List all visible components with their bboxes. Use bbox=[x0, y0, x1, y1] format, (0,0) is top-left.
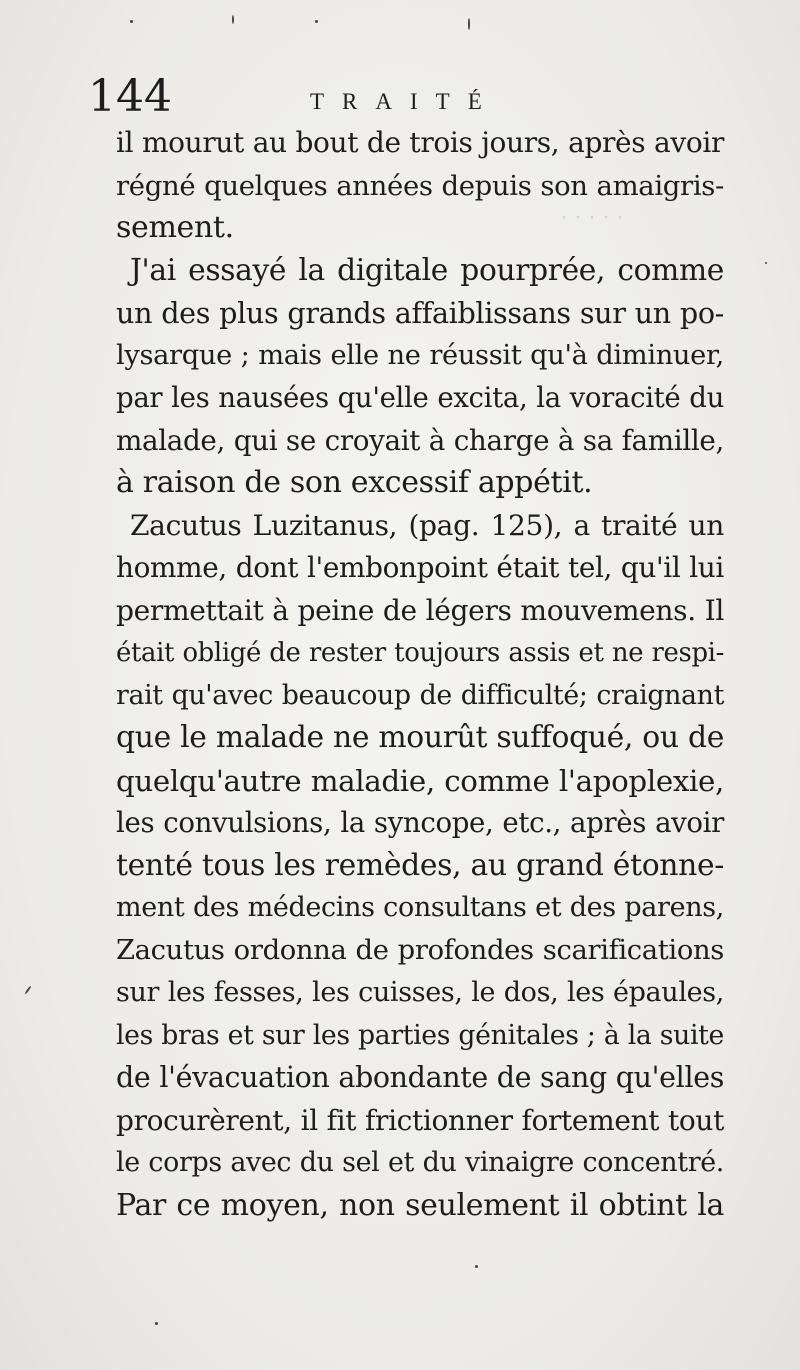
text-line: Zacutus ordonna de profondes scarifications bbox=[116, 934, 724, 966]
text-line: permettait à peine de légers mouvemens. Il bbox=[116, 593, 724, 627]
page-number: 144 bbox=[88, 71, 172, 122]
running-title: TRAITÉ bbox=[310, 89, 500, 114]
text-line: sur les fesses, les cuisses, le dos, les épaules, bbox=[116, 977, 724, 1008]
text-line: homme, dont l'embonpoint était tel, qu'il lui bbox=[116, 551, 724, 584]
text-line: rait qu'avec beaucoup de difficulté; craignant bbox=[116, 679, 724, 711]
body-text bbox=[116, 122, 724, 1227]
text-line: était obligé de rester toujours assis et ne respi- bbox=[116, 638, 724, 668]
text-line: les convulsions, la syncope, etc., après avoir bbox=[116, 806, 724, 839]
text-line: par les nausées qu'elle excita, la voracité du bbox=[116, 381, 724, 414]
text-line: il mourut au bout de trois jours, après avoir bbox=[116, 126, 724, 159]
text-line: J'ai essayé la digitale pourprée, comme bbox=[130, 252, 724, 288]
show-through-text: · · · · · bbox=[560, 205, 624, 231]
text-line: sement. bbox=[116, 210, 234, 245]
text-line: Zacutus Luzitanus, (pag. 125), a traité un bbox=[130, 508, 724, 542]
text-line: quelqu'autre maladie, comme l'apoplexie, bbox=[116, 763, 724, 798]
text-line: Par ce moyen, non seulement il obtint la bbox=[116, 1187, 724, 1223]
text-line: le corps avec du sel et du vinaigre concentré. bbox=[116, 1147, 724, 1178]
text-line: procurèrent, il fit frictionner fortement tout bbox=[116, 1103, 724, 1137]
text-line: un des plus grands affaiblissans sur un po- bbox=[116, 296, 724, 330]
text-line: que le malade ne mourût suffoqué, ou de bbox=[116, 720, 724, 755]
text-line: lysarque ; mais elle ne réussit qu'à diminuer, bbox=[116, 339, 724, 371]
text-line: à raison de son excessif appétit. bbox=[116, 465, 593, 500]
text-line: régné quelques années depuis son amaigris- bbox=[116, 169, 724, 202]
text-line: les bras et sur les parties génitales ; à la suite bbox=[116, 1019, 724, 1051]
text-line: malade, qui se croyait à charge à sa famille, bbox=[116, 423, 724, 457]
text-line: de l'évacuation abondante de sang qu'elles bbox=[116, 1061, 724, 1094]
text-line: ment des médecins consultans et des parens, bbox=[116, 892, 724, 923]
text-line: tenté tous les remèdes, au grand étonne- bbox=[116, 847, 724, 883]
